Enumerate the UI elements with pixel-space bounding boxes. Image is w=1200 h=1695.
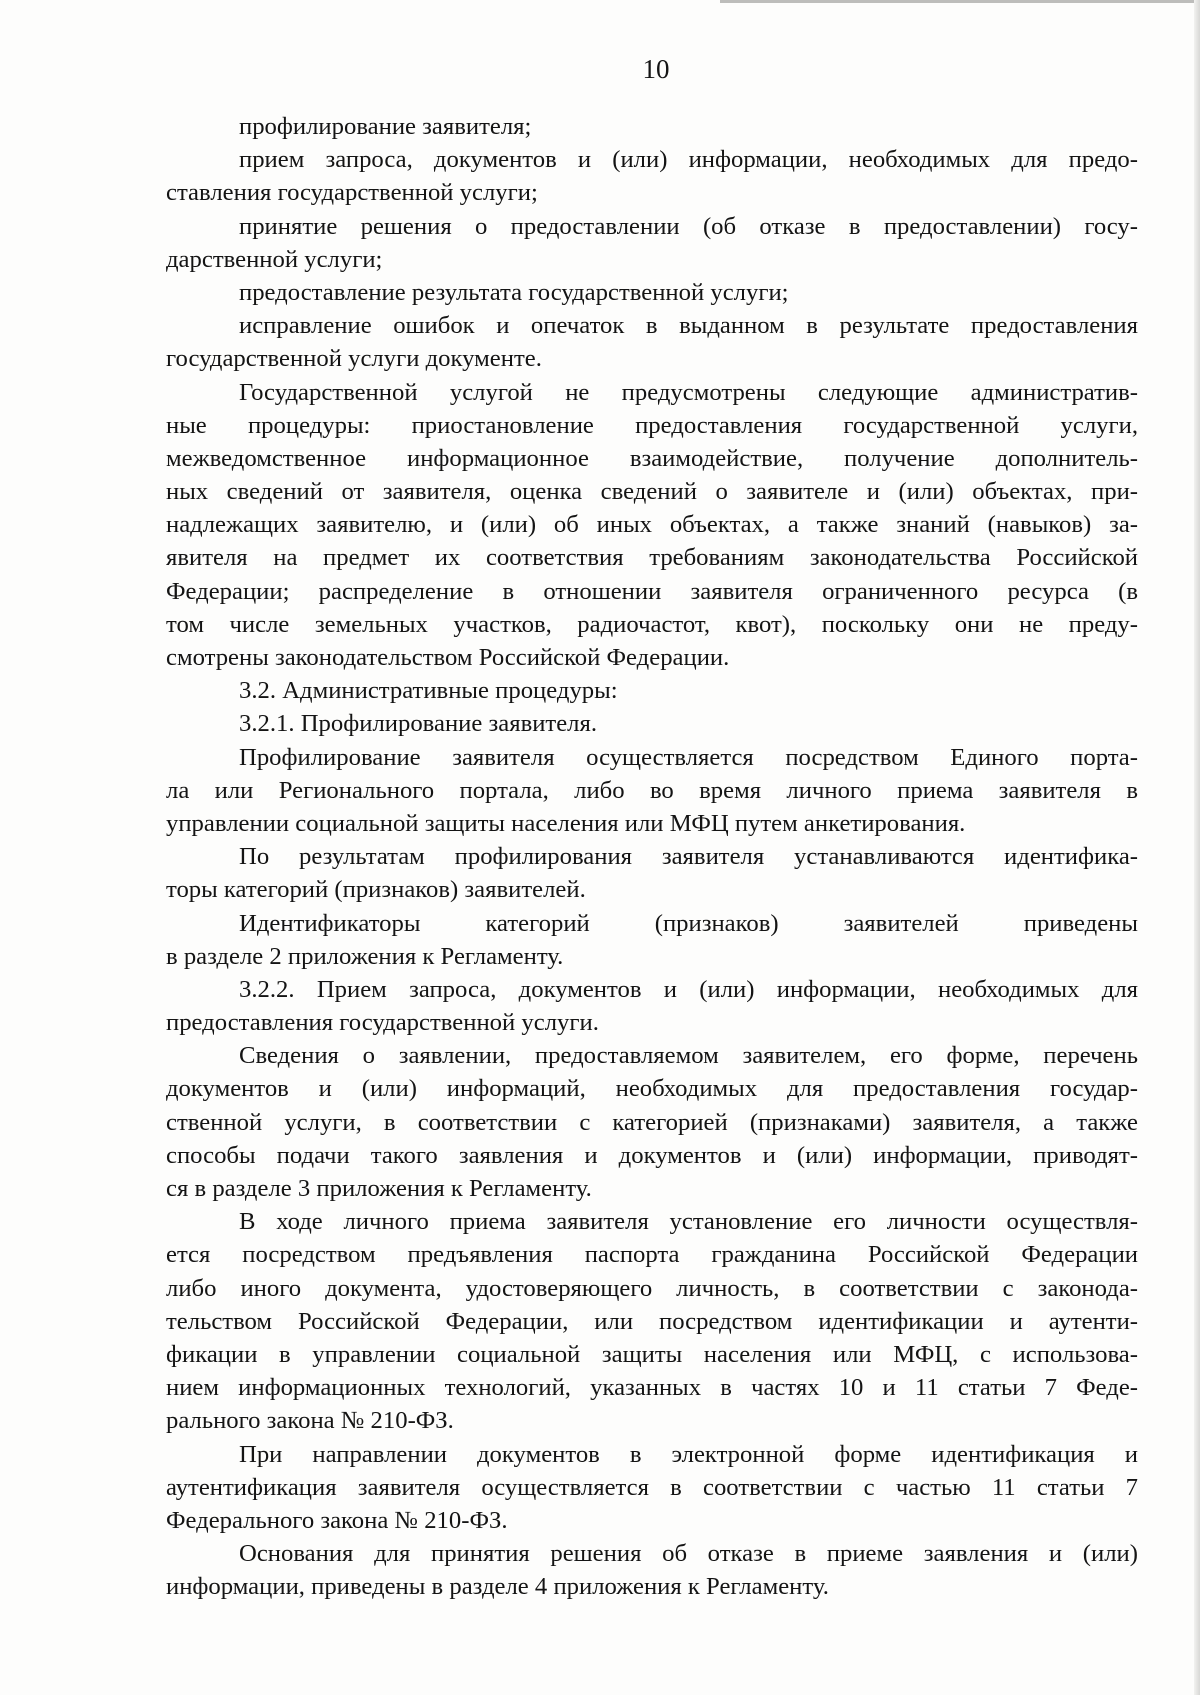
text-line: прием запроса, документов и (или) информации, необходимых для предо- (239, 146, 1138, 174)
text-line: фикации в управлении социальной защиты населения или МФЦ, с использова- (166, 1340, 1138, 1368)
text-line: 3.2.2. Прием запроса, документов и (или) информации, необходимых для (239, 975, 1138, 1003)
text-line: тельством Российской Федерации, или посредством идентификации и аутенти- (166, 1307, 1138, 1335)
text-line: Федерального закона № 210-ФЗ. (166, 1506, 508, 1534)
document-body (166, 110, 1138, 1603)
text-line: межведомственное информационное взаимодействие, получение дополнитель- (166, 444, 1138, 472)
text-line: ные процедуры: приостановление предоставления государственной услуги, (166, 411, 1138, 439)
page-number: 10 (642, 54, 670, 84)
text-line: Сведения о заявлении, предоставляемом заявителем, его форме, перечень (239, 1042, 1138, 1070)
text-line: в разделе 2 приложения к Регламенту. (166, 942, 564, 970)
text-line: ла или Регионального портала, либо во время личного приема заявителя в (166, 776, 1138, 804)
text-line: ственной услуги, в соответствии с категорией (признаками) заявителя, а также (166, 1108, 1138, 1136)
text-line: профилирование заявителя; (239, 113, 532, 140)
text-line: дарственной услуги; (166, 245, 383, 273)
text-line: принятие решения о предоставлении (об отказе в предоставлении) госу- (239, 212, 1138, 240)
text-line: ставления государственной услуги; (166, 179, 538, 207)
text-line: государственной услуги документе. (166, 345, 542, 373)
text-line: Идентификаторы категорий (признаков) заявителей приведены (239, 909, 1138, 937)
text-line: ных сведений от заявителя, оценка сведений о заявителе и (или) объектах, при- (166, 478, 1138, 506)
text-line: исправление ошибок и опечаток в выданном в результате предоставления (239, 312, 1138, 340)
text-line: торы категорий (признаков) заявителей. (166, 876, 586, 904)
text-line: ется посредством предъявления паспорта гражданина Российской Федерации (166, 1241, 1138, 1269)
text-line: Основания для принятия решения об отказе в приеме заявления и (или) (239, 1540, 1138, 1568)
text-line: документов и (или) информаций, необходимых для предоставления государ- (166, 1075, 1138, 1103)
scan-top-edge (720, 0, 1200, 3)
text-line: надлежащих заявителю, и (или) об иных объектах, а также знаний (навыков) за- (166, 511, 1138, 539)
text-line: аутентификация заявителя осуществляется в соответствии с частью 11 статьи 7 (166, 1473, 1138, 1501)
text-line: управлении социальной защиты населения или МФЦ путем анкетирования. (166, 809, 966, 837)
scan-right-edge (1194, 0, 1200, 1695)
text-line: нием информационных технологий, указанных в частях 10 и 11 статьи 7 Феде- (166, 1374, 1138, 1402)
text-line: либо иного документа, удостоверяющего личность, в соответствии с законода- (166, 1274, 1138, 1302)
text-line: рального закона № 210-ФЗ. (166, 1407, 454, 1435)
text-line: 3.2. Административные процедуры: (239, 677, 618, 705)
text-line: В ходе личного приема заявителя установление его личности осуществля- (239, 1208, 1138, 1236)
text-line: предоставления государственной услуги. (166, 1009, 599, 1037)
text-line: Федерации; распределение в отношении заявителя ограниченного ресурса (в (166, 577, 1138, 605)
text-line: том числе земельных участков, радиочастот, квот), поскольку они не преду- (166, 610, 1138, 638)
text-line: Государственной услугой не предусмотрены следующие административ- (239, 378, 1138, 406)
text-line: По результатам профилирования заявителя устанавливаются идентифика- (239, 843, 1138, 871)
text-line: предоставление результата государственной услуги; (239, 278, 789, 306)
text-line: смотрены законодательством Российской Федерации. (166, 644, 730, 671)
text-line: явителя на предмет их соответствия требованиям законодательства Российской (166, 544, 1138, 572)
text-line: ся в разделе 3 приложения к Регламенту. (166, 1175, 592, 1202)
text-line: способы подачи такого заявления и документов и (или) информации, приводят- (166, 1141, 1138, 1169)
text-line: При направлении документов в электронной форме идентификация и (239, 1440, 1138, 1468)
text-line: информации, приведены в разделе 4 приложения к Регламенту. (166, 1573, 829, 1601)
text-line: 3.2.1. Профилирование заявителя. (239, 710, 598, 738)
text-line: Профилирование заявителя осуществляется посредством Единого порта- (239, 743, 1138, 771)
